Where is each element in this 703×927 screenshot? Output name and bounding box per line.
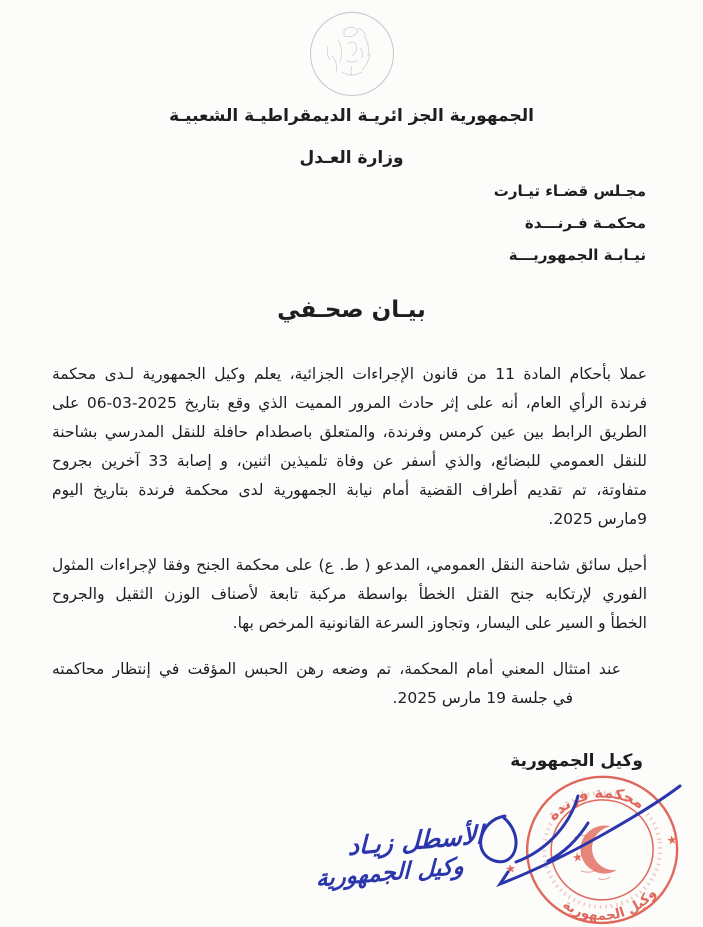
body-line: أحيل سائق شاحنة النقل العمومي، المدعو ( ط. ع) على محكمة الجنح وفقا لإجراءات المثول: [52, 556, 647, 574]
document-body: [52, 360, 647, 730]
handwritten-title: وكيل الجمهورية: [315, 853, 465, 893]
body-line: للنقل العمومي للبضائع، والذي أسفر عن وفاة تلميذين اثنين، و إصابة 33 آخرين بجروح: [52, 452, 647, 470]
judicial-council-line: مجـلس قضـاء تيـارت: [493, 182, 646, 200]
algeria-emblem-watermark: [308, 10, 396, 98]
stamp-top-arc-text: محكمة فرندة: [543, 783, 648, 824]
stamp-bottom-arc-text: وكيل الجمهورية: [559, 885, 660, 924]
paragraph-3: [52, 655, 647, 713]
republic-header: الجمهورية الجز ائريـة الديمقراطيـة الشعبيـة: [169, 106, 534, 126]
document-title: بيـان صحـفي: [277, 297, 426, 323]
body-line: الطريق الرابط بين عين كرمس وفرندة، والمتعلق باصطدام حافلة للنقل المدرسي بشاحنة: [52, 423, 647, 441]
body-line: فرندة الرأي العام، أنه على إثر حادث المرور المميت الذي وقع بتاريخ 2025-03-06 على: [52, 394, 647, 412]
court-info-block: [494, 175, 646, 271]
body-line: في جلسة 19 مارس 2025.: [392, 689, 573, 707]
body-line: الخطأ و السير على اليسار، وتجاوز السرعة القانونية المرخص بها.: [232, 614, 647, 632]
handwritten-name: الأسطل زيـاد: [347, 820, 484, 861]
paragraph-2: [52, 551, 647, 638]
ministry-header: وزارة العـدل: [299, 148, 404, 168]
stamp-left-star-icon: ★: [504, 861, 517, 877]
prosecutor-signature-title: وكيل الجمهورية: [510, 751, 643, 771]
body-line: الفوري لإرتكابه جنح القتل الخطأ بواسطة مركبة تابعة لأصناف الوزن الثقيل والجروح: [52, 585, 647, 603]
stamp-right-star-icon: ★: [665, 832, 679, 848]
body-line: 9مارس 2025.: [548, 510, 647, 528]
svg-text:★: ★: [571, 849, 584, 866]
body-line: عند امتثال المعني أمام المحكمة، تم وضعه رهن الحبس المؤقت في إنتظار محاكمته: [52, 660, 621, 678]
court-line: محكمـة فـرنـــدة: [524, 214, 646, 232]
body-line: متفاوتة، تم تقديم أطراف القضية أمام نيابة الجمهورية لدى محكمة فرندة بتاريخ اليوم: [52, 481, 647, 499]
paragraph-1: [52, 360, 647, 534]
body-line: عملا بأحكام المادة 11 من قانون الإجراءات الجزائية، يعلم وكيل الجمهورية لـدى محكمة: [52, 365, 647, 383]
prosecution-line: نيـابـة الجمهوريـــة: [508, 246, 646, 264]
